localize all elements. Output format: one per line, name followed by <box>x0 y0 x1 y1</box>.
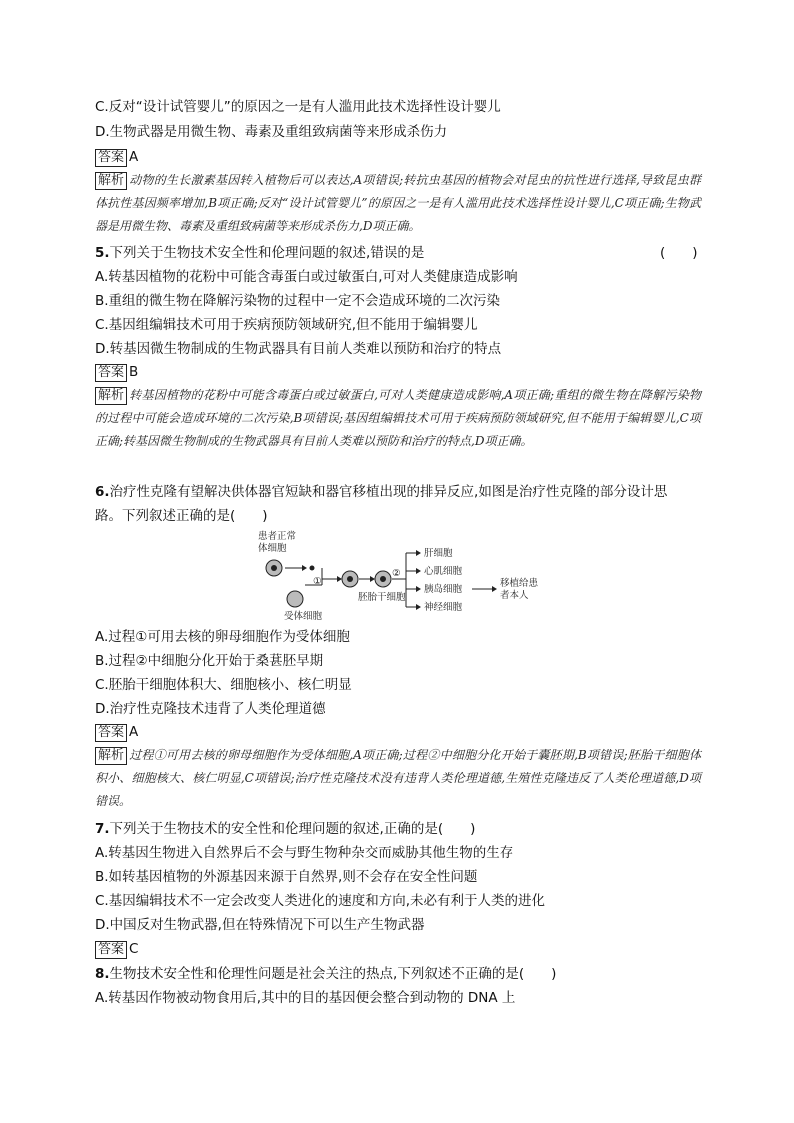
label-liver-cell: 肝细胞 <box>424 548 453 559</box>
question-text: 下列关于生物技术的安全性和伦理问题的叙述,正确的是( ) <box>109 821 476 837</box>
label-transplant-2: 者本人 <box>500 590 529 601</box>
q8-stem <box>95 964 556 984</box>
explain-tag: 解析 <box>95 387 127 405</box>
q5-answer-blank: ( ) <box>660 245 698 261</box>
question-number: 6. <box>95 484 110 500</box>
branch-islet-head <box>416 586 421 592</box>
answer-tag: 答案 <box>95 724 127 742</box>
branch-liver-head <box>416 550 421 556</box>
step-2-label: ② <box>392 568 401 579</box>
q6-option-c: C.胚胎干细胞体积大、细胞核小、核仁明显 <box>95 677 352 693</box>
q6-stem-line1 <box>95 482 667 502</box>
q4-option-c: C.反对“设计试管婴儿”的原因之一是有人滥用此技术选择性设计婴儿 <box>95 99 501 115</box>
explanation-text: 动物的生长激素基因转入植物后可以表达,A项错误;转抗虫基因的植物会对昆虫的抗性进行选择,导致昆虫群体抗性基因频率增加,B项正确;反对“设计试管婴儿”的原因之一是有人滥用此技术选择性设计婴儿,C项正确;生物武器是用微生物、毒素及重组致病菌等来形成杀伤力,D项正确。 <box>95 173 701 233</box>
q7-option-b: B.如转基因植物的外源基因来源于自然界,则不会存在安全性问题 <box>95 869 478 885</box>
question-number: 8. <box>95 966 110 982</box>
answer-tag: 答案 <box>95 941 127 959</box>
q6-stem-line2: 路。下列叙述正确的是( ) <box>95 508 268 524</box>
explain-tag: 解析 <box>95 172 127 190</box>
step-1-label: ① <box>313 576 322 587</box>
q5-explanation <box>95 384 701 453</box>
diagram-label-patient: 患者正常 <box>258 531 297 542</box>
q7-answer <box>95 939 138 959</box>
q5-stem <box>95 243 424 263</box>
label-transplant-1: 移植给患 <box>500 578 539 589</box>
recipient-cell <box>287 591 303 607</box>
label-islet-cell: 胰岛细胞 <box>424 584 463 595</box>
q4-answer <box>95 147 138 167</box>
label-heart-cell: 心肌细胞 <box>424 566 463 577</box>
diagram-label-stem-cell: 胚胎干细胞 <box>358 592 406 603</box>
reconstructed-nucleus <box>347 576 353 582</box>
branch-heart-head <box>416 568 421 574</box>
branch-nerve-head <box>416 604 421 610</box>
answer-value: A <box>129 149 139 165</box>
q5-answer <box>95 362 138 382</box>
q5-option-b: B.重组的微生物在降解污染物的过程中一定不会造成环境的二次污染 <box>95 293 501 309</box>
question-number: 5. <box>95 245 110 261</box>
answer-value: B <box>129 364 139 380</box>
q5-option-d: D.转基因微生物制成的生物武器具有目前人类难以预防和治疗的特点 <box>95 341 502 357</box>
q6-answer <box>95 722 138 742</box>
q6-option-b: B.过程②中细胞分化开始于桑葚胚早期 <box>95 653 324 669</box>
q7-option-d: D.中国反对生物武器,但在特殊情况下可以生产生物武器 <box>95 917 425 933</box>
cloning-diagram <box>240 527 560 627</box>
q4-option-d: D.生物武器是用微生物、毒素及重组致病菌等来形成杀伤力 <box>95 124 448 140</box>
explanation-text: 转基因植物的花粉中可能含毒蛋白或过敏蛋白,可对人类健康造成影响,A项正确;重组的微生物在降解污染物的过程中可能会造成环境的二次污染,B项错误;基因组编辑技术可用于疾病预防领域研究,但不能用于编辑婴儿,C项正确;转基因微生物制成的生物武器具有目前人类难以预防和治疗的特点,D项正确。 <box>95 388 701 448</box>
q6-explanation <box>95 744 701 813</box>
answer-tag: 答案 <box>95 149 127 167</box>
diagram-label-recipient: 受体细胞 <box>284 611 323 622</box>
answer-value: C <box>129 941 139 957</box>
q7-option-c: C.基因编辑技术不一定会改变人类进化的速度和方向,未必有利于人类的进化 <box>95 893 546 909</box>
q7-stem <box>95 819 475 839</box>
explain-tag: 解析 <box>95 747 127 765</box>
question-text: 下列关于生物技术安全性和伦理问题的叙述,错误的是 <box>109 245 425 261</box>
arrow-1-head <box>302 565 307 571</box>
somatic-nucleus <box>271 565 277 571</box>
q4-explanation <box>95 169 701 238</box>
label-nerve-cell: 神经细胞 <box>424 602 463 613</box>
answer-tag: 答案 <box>95 364 127 382</box>
isolated-nucleus <box>310 566 315 571</box>
explanation-text: 过程①可用去核的卵母细胞作为受体细胞,A项正确;过程②中细胞分化开始于囊胚期,B项错误;胚胎干细胞体积小、细胞核大、核仁明显,C项错误;治疗性克隆技术没有违背人类伦理道德,生殖性克隆违反了人类伦理道德,D项错误。 <box>95 748 701 808</box>
answer-value: A <box>129 724 139 740</box>
q6-option-a: A.过程①可用去核的卵母细胞作为受体细胞 <box>95 629 350 645</box>
question-text: 生物技术安全性和伦理性问题是社会关注的热点,下列叙述不正确的是( ) <box>109 966 557 982</box>
q7-option-a: A.转基因生物进入自然界后不会与野生物种杂交而威胁其他生物的生存 <box>95 845 514 861</box>
question-text: 治疗性克隆有望解决供体器官短缺和器官移植出现的排异反应,如图是治疗性克隆的部分设计思 <box>109 484 668 500</box>
stem-cell-nucleus <box>380 576 386 582</box>
q5-option-c: C.基因组编辑技术可用于疾病预防领域研究,但不能用于编辑婴儿 <box>95 317 478 333</box>
diagram-label-patient-2: 体细胞 <box>258 543 287 554</box>
q5-option-a: A.转基因植物的花粉中可能含毒蛋白或过敏蛋白,可对人类健康造成影响 <box>95 269 518 285</box>
arrow-transplant-head <box>492 586 497 592</box>
q6-option-d: D.治疗性克隆技术违背了人类伦理道德 <box>95 701 326 717</box>
arrow-2-head <box>337 576 342 582</box>
question-number: 7. <box>95 821 110 837</box>
q8-option-a: A.转基因作物被动物食用后,其中的目的基因便会整合到动物的 DNA 上 <box>95 990 516 1006</box>
arrow-3-head <box>370 576 375 582</box>
